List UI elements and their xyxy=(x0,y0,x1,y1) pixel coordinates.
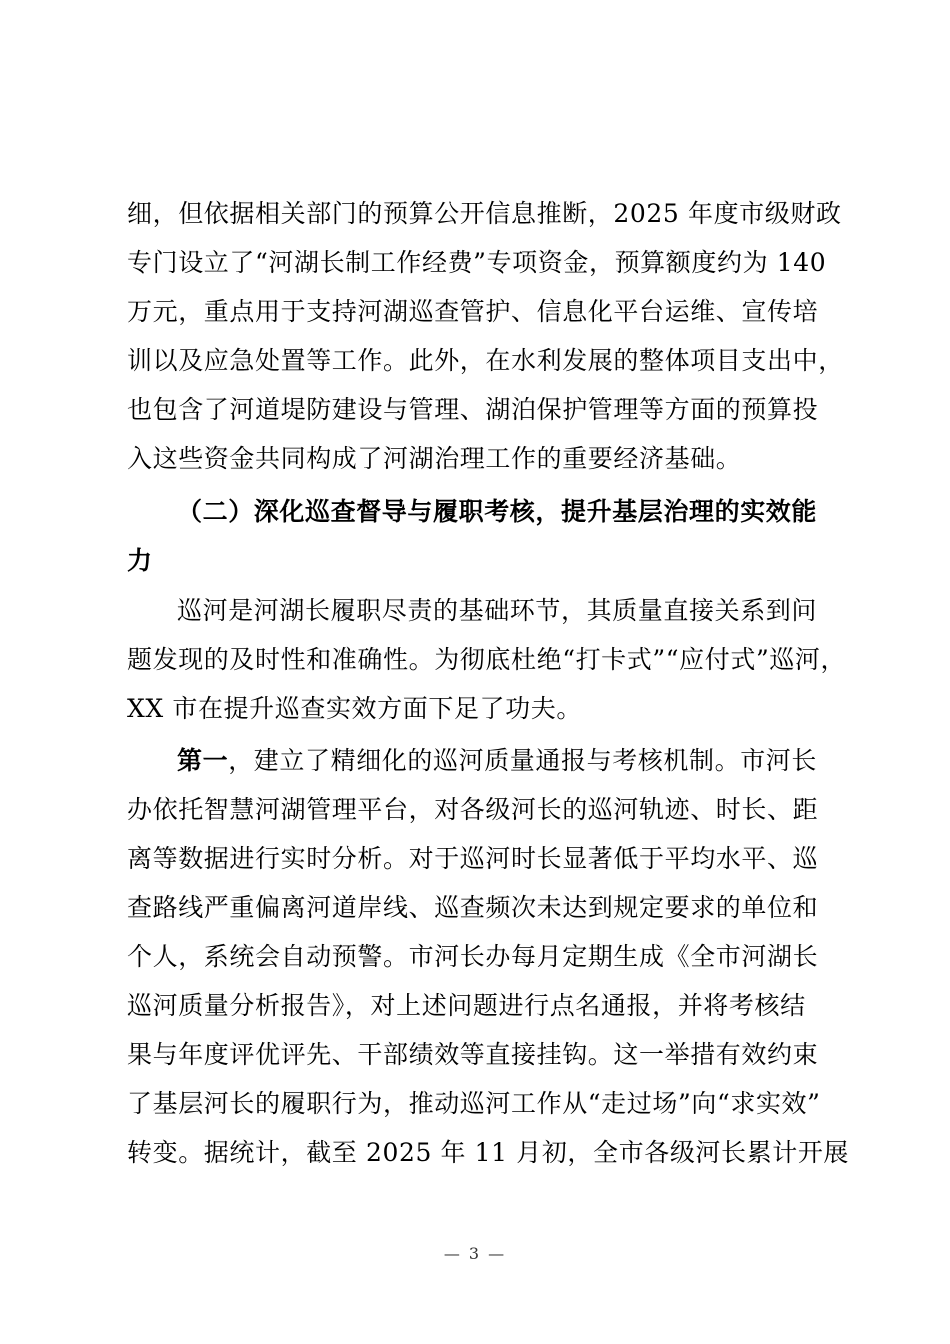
text-line: 训以及应急处置等工作。此外，在水利发展的整体项目支出中， xyxy=(127,346,844,375)
text-line: 查路线严重偏离河道岸线、巡查频次未达到规定要求的单位和 xyxy=(127,893,819,922)
text-line: 办依托智慧河湖管理平台，对各级河长的巡河轨迹、时长、距 xyxy=(127,795,819,824)
text-line: 巡河是河湖长履职尽责的基础环节，其质量直接关系到问 xyxy=(177,596,818,625)
text-line: 万元，重点用于支持河湖巡查管护、信息化平台运维、宣传培 xyxy=(127,297,819,326)
text-line: 巡河质量分析报告》，对上述问题进行点名通报，并将考核结 xyxy=(127,991,806,1020)
text-line: 转变。据统计，截至 2025 年 11 月初，全市各级河长累计开展 xyxy=(127,1138,850,1167)
text-fragment: ，建立了精细化的巡河质量通报与考核机制。市河长 xyxy=(228,746,818,775)
text-line: 了基层河长的履职行为，推动巡河工作从“走过场”向“求实效” xyxy=(127,1089,821,1118)
text-line: 也包含了河道堤防建设与管理、湖泊保护管理等方面的预算投 xyxy=(127,395,819,424)
text-line: 入这些资金共同构成了河湖治理工作的重要经济基础。 xyxy=(127,444,742,473)
text-line: 细，但依据相关部门的预算公开信息推断，2025 年度市级财政 xyxy=(127,199,842,228)
text-line: XX 市在提升巡查实效方面下足了功夫。 xyxy=(127,694,582,723)
text-line: 题发现的及时性和准确性。为彻底杜绝“打卡式”“应付式”巡河， xyxy=(127,645,847,674)
section-heading: （二）深化巡查督导与履职考核，提升基层治理的实效能 xyxy=(177,497,818,526)
page-number: — 3 — xyxy=(443,1244,507,1263)
text-line: 专门设立了“河湖长制工作经费”专项资金，预算额度约为 140 xyxy=(127,248,827,277)
paragraph-lead: 第一 xyxy=(177,746,229,775)
text-line xyxy=(177,743,817,779)
text-line: 离等数据进行实时分析。对于巡河时长显著低于平均水平、巡 xyxy=(127,844,819,873)
section-heading: 力 xyxy=(127,546,153,575)
text-line: 个人，系统会自动预警。市河长办每月定期生成《全市河湖长 xyxy=(127,942,819,971)
text-line: 果与年度评优评先、干部绩效等直接挂钩。这一举措有效约束 xyxy=(127,1040,819,1069)
